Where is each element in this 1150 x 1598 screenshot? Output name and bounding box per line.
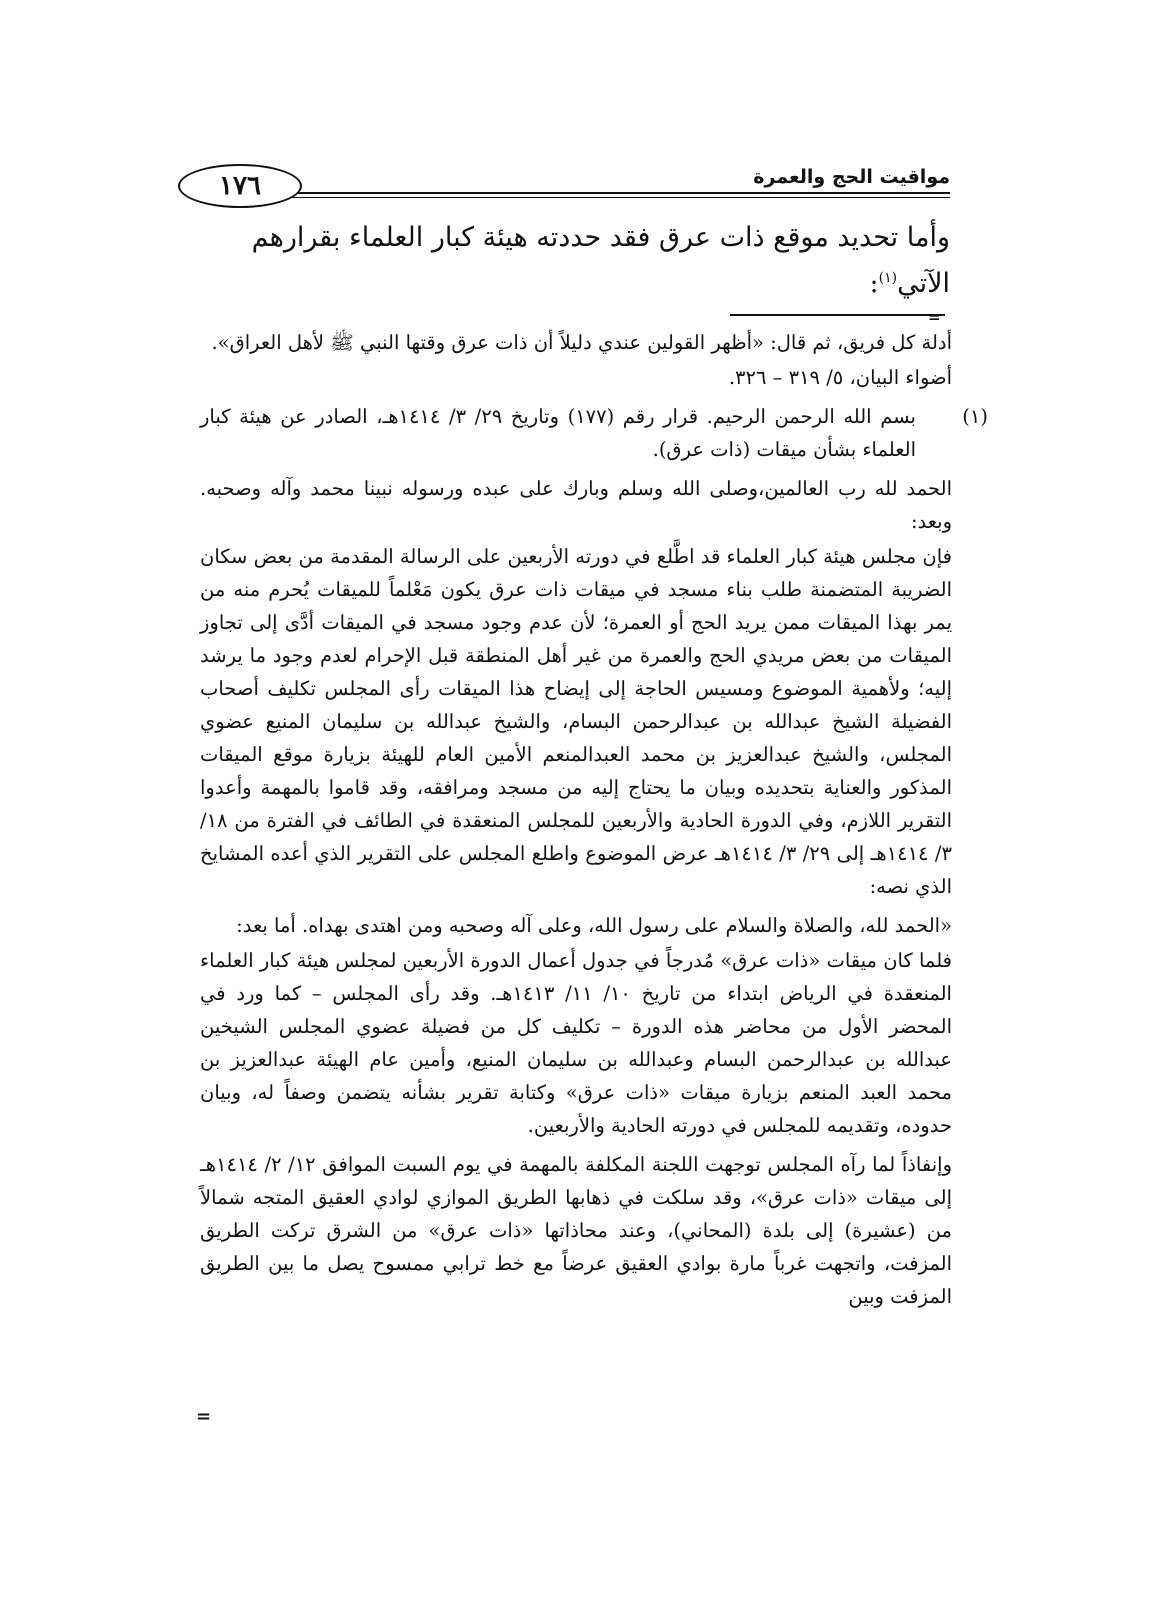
footnote-1	[200, 400, 988, 466]
main-text	[185, 215, 950, 307]
footnote-separator	[730, 314, 945, 316]
footnote-ref[interactable]: (١)	[878, 270, 898, 286]
lead-colon: :	[869, 268, 879, 299]
page-number: ١٧٦	[178, 164, 302, 208]
page-continuation-mark: =	[196, 1406, 212, 1427]
lead-text: وأما تحديد موقع ذات عرق فقد حددته هيئة كبار العلماء بقرارهم الآتي	[251, 222, 950, 299]
footnote-1-paragraph: وإنفاذاً لما رآه المجلس توجهت اللجنة المكلفة بالمهمة في يوم السبت الموافق ١٢/ ٢/ ١٤١٤هـ إلى ميقات «ذات عرق»، وقد سلكت في ذهابها الطريق الموازي لوادي العقيق المتجه شمالاً من (عشيرة) إلى بلدة (المحاني)، وعند محاذاتها «ذات عرق» من الشرق تركت الطريق المزفت، واتجهت غرباً مارة بوادي العقيق عرضاً مع خط ترابي ممسوح يصل ما بين الطريق المزفت وبين	[200, 1153, 952, 1308]
footnote-1-paragraph: فلما كان ميقات «ذات عرق» مُدرجاً في جدول أعمال الدورة الأربعين لمجلس هيئة كبار العلماء المنعقدة في الرياض ابتداء من تاريخ ١٠/ ١١/ ١٤١٣هـ. وقد رأى المجلس – كما ورد في المحضر الأول من محاضر هذه الدورة – تكليف كل من فضيلة عضوي المجلس الشيخين عبدالله بن عبدالرحمن البسام وعبدالله بن سليمان المنيع، وأمين عام الهيئة عبدالعزيز بن محمد العبد المنعم بزيارة ميقات «ذات عرق» وكتابة تقرير بشأنه يتضمن وصفاً له، وبيان حدوده، وتقديمه للمجلس في دورته الحادية والأربعين.	[200, 949, 952, 1137]
footnote-continued-text: أدلة كل فريق، ثم قال: «أظهر القولين عندي دليلاً أن ذات عرق وقتها النبي ﷺ لأهل العراق».	[211, 331, 952, 354]
footnote-1-paragraph: فإن مجلس هيئة كبار العلماء قد اطَّلع في دورته الأربعين على الرسالة المقدمة من بعض سكان الضريبة المتضمنة طلب بناء مسجد في ميقات ذات عرق يكون مَعْلماً للميقات يُحرم منه من يمر بهذا الميقات ممن يريد الحج أو العمرة؛ لأن عدم وجود مسجد في الميقات أدَّى إلى تجاوز الميقات من بعض مريدي الحج والعمرة من غير أهل المنطقة قبل الإحرام لعدم وجود ما يرشد إليه؛ ولأهمية الموضوع ومسيس الحاجة إلى إيضاح هذا الميقات رأى المجلس تكليف أصحاب الفضيلة الشيخ عبدالله بن عبدالرحمن البسام، والشيخ عبدالله بن سليمان المنيع عضوي المجلس، والشيخ عبدالعزيز بن محمد العبدالمنعم الأمين العام للهيئة بزيارة موقع الميقات المذكور والعناية بتحديده وبيان ما يحتاج إليه من مسجد ومرافقه، وقد قاموا بالمهمة وأعدوا التقرير اللازم، وفي الدورة الحادية والأربعين للمجلس المنعقدة في الطائف في الفترة من ١٨/ ٣/ ١٤١٤هـ إلى ٢٩/ ٣/ ١٤١٤هـ عرض الموضوع واطلع المجلس على التقرير الذي أعده المشايخ الذي نصه:	[200, 545, 952, 898]
footnote-1-label: (١)	[962, 405, 988, 428]
footnote-continuation-mark: =	[928, 308, 941, 326]
footnote-1-paragraph: «الحمد لله، والصلاة والسلام على رسول الله، وعلى آله وصحبه ومن اهتدى بهداه. أما بعد:	[236, 914, 952, 937]
footnote-1-paragraph: الحمد لله رب العالمين،وصلى الله وسلم وبارك على عبده ورسوله نبينا محمد وآله وصحبه. وبعد:	[200, 477, 952, 533]
running-title: مواقيت الحج والعمرة	[753, 166, 950, 188]
header-rule	[258, 192, 950, 198]
page-header	[178, 160, 950, 208]
footnote-1-intro: بسم الله الرحمن الرحيم. قرار رقم (١٧٧) وتاريخ ٢٩/ ٣/ ١٤١٤هـ، الصادر عن هيئة كبار العلماء بشأن ميقات (ذات عرق).	[200, 405, 916, 461]
footnote-continued-source: أضواء البيان، ٥/ ٣١٩ – ٣٢٦.	[728, 366, 952, 389]
footnotes	[200, 326, 988, 1313]
